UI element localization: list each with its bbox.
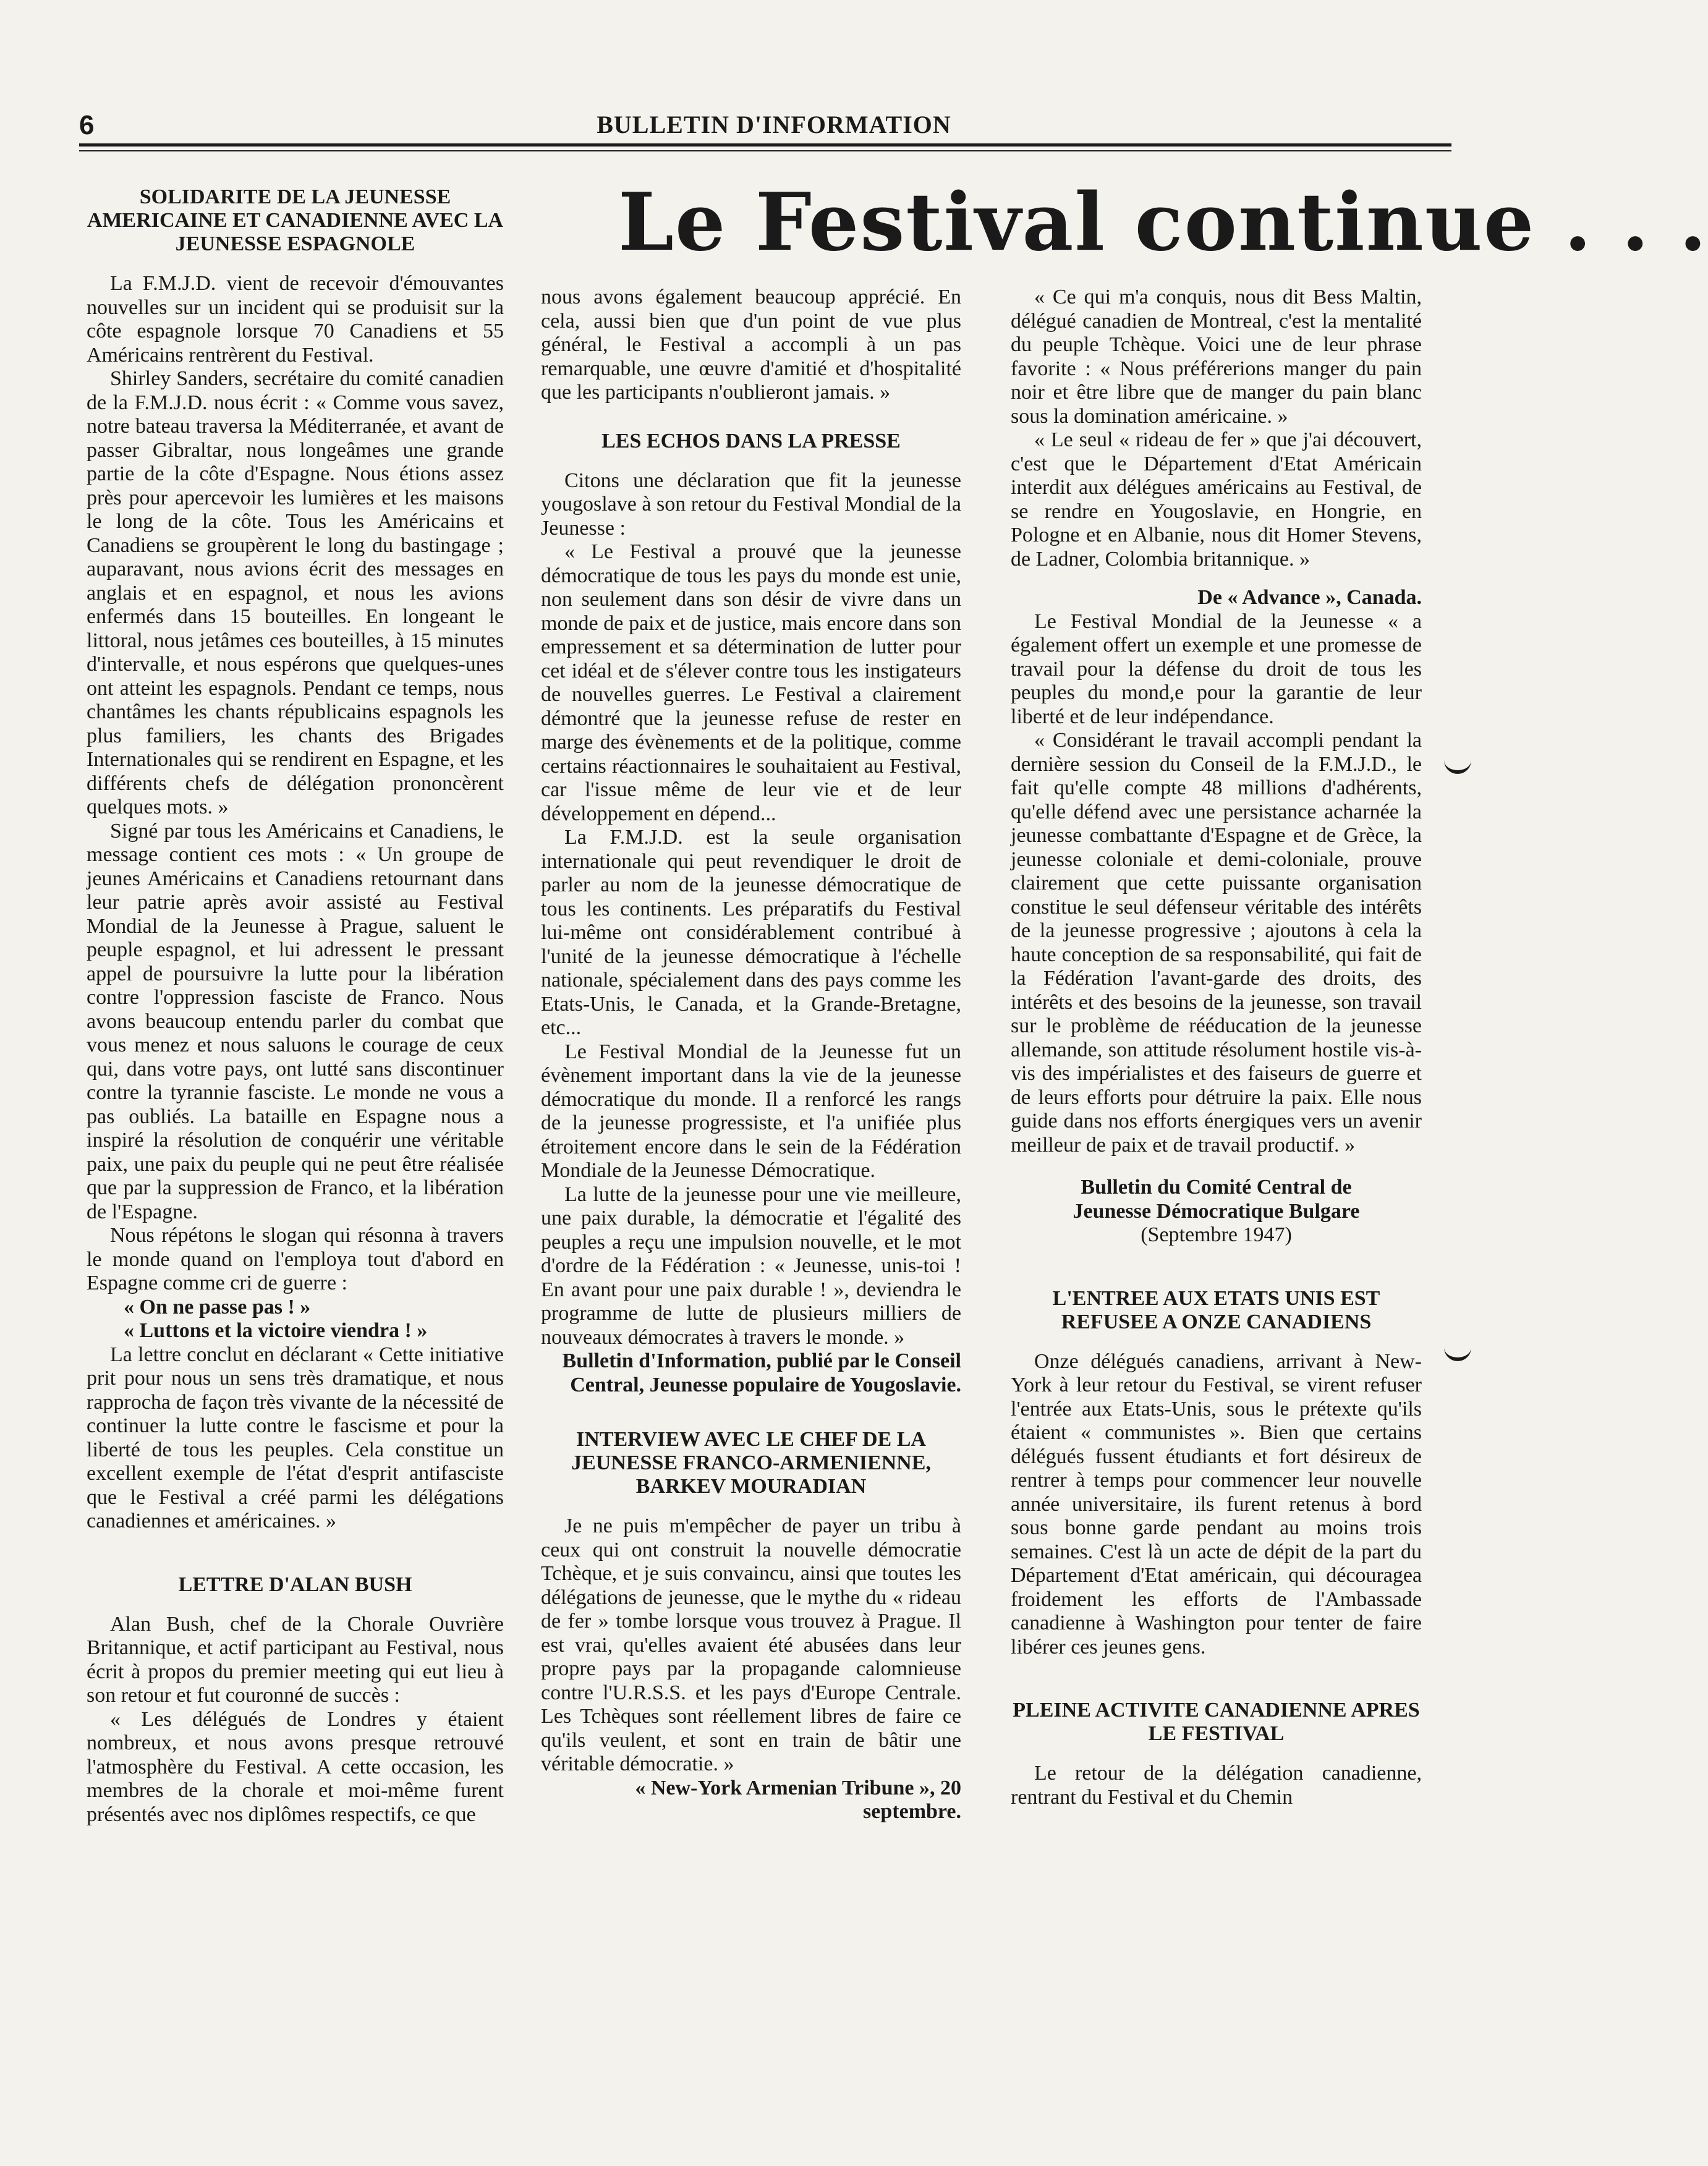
paragraph: La lettre conclut en déclarant « Cette initiative prit pour nous un sens très dramatique, et nous rapprocha de façon très vivante de la nécessité de continuer la lutte contre le fascisme et pour la liberté de tous les peuples. Cela constitue un excellent exemple de l'état d'esprit antifasciste que le Festival a créé parmi les délégations canadiennes et américaines. »: [87, 1343, 504, 1532]
section-title-activite: PLEINE ACTIVITE CANADIENNE APRES LE FESTIVAL: [1013, 1699, 1420, 1745]
paragraph: Le retour de la délégation canadienne, rentrant du Festival et du Chemin: [1011, 1762, 1422, 1809]
headline: Le Festival continue . . .: [618, 176, 1708, 269]
section-title-entree: L'ENTREE AUX ETATS UNIS EST REFUSEE A ONZE CANADIENS: [1052, 1286, 1380, 1333]
header-rule-thin: [79, 150, 1451, 151]
slogan: « Luttons et la victoire viendra ! »: [124, 1319, 428, 1342]
column-3: [1011, 286, 1422, 1809]
section-title-solidarite: SOLIDARITE DE LA JEUNESSE AMERICAINE ET CANADIENNE AVEC LA JEUNESSE ESPAGNOLE: [87, 185, 504, 255]
source-signature: Bulletin du Comité Central de: [1081, 1176, 1352, 1199]
paragraph: Signé par tous les Américains et Canadiens, le message contient ces mots : « Un groupe de jeunes Américains et Canadiens retournant dans leur patrie après avoir assisté au Festival Mondial de la Jeunesse à Prague, saluent le peuple espagnol, et lui adressent le pressant appel de poursuivre la lutte pour la libération contre l'oppression fasciste de Franco. Nous avons beaucoup entendu parler du combat que vous menez et nous saluons le courage de ceux qui, dans votre pays, ont lutté sans discontinuer contre la tyrannie fasciste. Le monde ne vous a pas oubliés. La bataille en Espagne nous a inspiré la résolution de conquérir une véritable paix, une paix du peuple qui ne peut être réalisée que par la suppression de Franco, et la libération de l'Espagne.: [87, 819, 504, 1223]
paragraph: « Les délégués de Londres y étaient nombreux, et nous avons presque retrouvé l'atmosphère du Festival. A cette occasion, les membres de la chorale et moi-même furent présentés avec nos diplômes respectifs, ce que: [87, 1707, 504, 1826]
source-signature: Bulletin d'Information, publié par le Conseil Central, Jeunesse populaire de Yougoslavie.: [562, 1349, 961, 1396]
paragraph: « Considérant le travail accompli pendant la dernière session du Conseil de la F.M.J.D., le fait qu'elle compte 48 millions d'adhérents, qu'elle défend avec une persistance acharnée la jeunesse combattante d'Espagne et de Grèce, la jeunesse coloniale et demi-coloniale, prouve clairement que cette puissante organisation constitue le seul défenseur véritable des intérêts de la jeunesse progressive ; ajoutons à cela la haute conception de sa responsabilité, qui fait de la Fédération l'avant-garde des droits, des intérêts et des besoins de la jeunesse, son travail sur le problème de rééducation de la jeunesse allemande, son attitude résolument hostile vis-à-vis des impérialistes et des faiseurs de guerre et de leurs efforts pour détruire la paix. Elle nous guide dans nos efforts énergiques vers un avenir meilleur de paix et de travail productif. »: [1011, 729, 1422, 1157]
header-rule: [79, 143, 1451, 147]
page-number: 6: [79, 110, 95, 140]
paragraph: Nous répétons le slogan qui résonna à travers le monde quand on l'employa tout d'abord en Espagne comme cri de guerre :: [87, 1224, 504, 1294]
source-signature: De « Advance », Canada.: [1197, 586, 1422, 609]
column-1: [87, 185, 504, 1827]
paragraph: La F.M.J.D. est la seule organisation internationale qui peut revendiquer le droit de parler au nom de la jeunesse démocratique de tous les continents. Les préparatifs du Festival lui-même ont considérablement contribué à l'unité de la jeunesse démocratique à l'échelle nationale, spécialement dans des pays comme les Etats-Unis, le Canada, et la Grande-Bretagne, etc...: [541, 826, 961, 1039]
paragraph: Citons une déclaration que fit la jeunesse yougoslave à son retour du Festival Mondial de la Jeunesse :: [541, 469, 961, 540]
paragraph: Onze délégués canadiens, arrivant à New-York à leur retour du Festival, se virent refuser l'entrée aux Etats-Unis, sous le prétexte qu'ils étaient « communistes ». Bien que certains délégués fussent étudiants et fort désireux de rentrer à temps pour commencer leur nouvelle année universitaire, ils furent retenus à bord sous bonne garde pendant au moins trois semaines. C'est là un acte de dépit de la part du Département d'Etat américain, qui découragea froidement les efforts de l'Ambassade canadienne à Washington pour tenter de faire libérer ces jeunes gens.: [1011, 1349, 1422, 1658]
source-signature: Jeunesse Démocratique Bulgare: [1073, 1199, 1360, 1223]
margin-mark: [1444, 1343, 1471, 1361]
paragraph: Je ne puis m'empêcher de payer un tribu à ceux qui ont construit la nouvelle démocratie Tchèque, et je suis convaincu, ainsi que toutes les délégations de jeunesse, que le mythe du « rideau de fer » tombe lorsque vous trouvez à Prague. Il est vrai, qu'elles avaient été abusées dans leur propre pays par la propagande calomnieuse contre l'U.R.S.S. et les pays d'Europe Centrale. Les Tchèques sont réellement libres de faire ce qu'ils veulent, et sont en train de bâtir une véritable démocratie. »: [541, 1514, 961, 1775]
column-2: [541, 286, 961, 1824]
source-date: (Septembre 1947): [1141, 1223, 1292, 1246]
paragraph: La lutte de la jeunesse pour une vie meilleure, une paix durable, la démocratie et l'égalité des peuples a reçu une impulsion nouvelle, et le mot d'ordre de la Fédération : « Jeunesse, unis-toi ! En avant pour une paix durable ! », deviendra le programme de lutte de plusieurs milliers de nouveaux démocrates à travers le monde. »: [541, 1183, 961, 1349]
margin-mark: [1444, 755, 1471, 774]
paragraph: nous avons également beaucoup apprécié. En cela, aussi bien que d'un point de vue plus général, le Festival a accompli à un pas remarquable, une œuvre d'amitié et d'hospitalité que les participants n'oublieront jamais. »: [541, 286, 961, 404]
paragraph: Shirley Sanders, secrétaire du comité canadien de la F.M.J.D. nous écrit : « Comme vous savez, notre bateau traversa la Méditerranée, et avant de passer Gibraltar, nous longeâmes une grande partie de la côte d'Espagne. Nous étions assez près pour apercevoir les lumières et les maisons le long de la côte. Tous les Américains et Canadiens se groupèrent le long du bastingage ; auparavant, nous avions écrit des messages en anglais et en espagnol, et nous les avions enfermés dans 15 bouteilles. En longeant le littoral, nous jetâmes ces bouteilles, à 15 minutes d'intervalle, et nous espérons que quelques-unes ont atteint les espagnols. Pendant ce temps, nous chantâmes les chants républicains espagnols les plus familiers, les chants des Brigades Internationales qui se rendirent en Espagne, et les différents chefs de délégation prononcèrent quelques mots. »: [87, 367, 504, 818]
section-title-interview: INTERVIEW AVEC LE CHEF DE LA JEUNESSE FRANCO-ARMENIENNE, BARKEV MOURADIAN: [571, 1428, 931, 1498]
paragraph: Alan Bush, chef de la Chorale Ouvrière Britannique, et actif participant au Festival, nous écrit à propos du premier meeting qui eut lieu à son retour et fut couronné de succès :: [87, 1612, 504, 1707]
section-title-alan-bush: LETTRE D'ALAN BUSH: [178, 1573, 412, 1596]
publication-title: BULLETIN D'INFORMATION: [597, 111, 951, 138]
paragraph: La F.M.J.D. vient de recevoir d'émouvantes nouvelles sur un incident qui se produisit sur la côte espagnole lorsque 70 Canadiens et 55 Américains rentrèrent du Festival.: [87, 272, 504, 367]
paragraph: « Le seul « rideau de fer » que j'ai découvert, c'est que le Département d'Etat Américain interdit aux délégues américains au Festival, de se rendre en Yougoslavie, en Hongrie, en Pologne et en Albanie, nous dit Homer Stevens, de Ladner, Colombia britannique. »: [1011, 428, 1422, 571]
paragraph: Le Festival Mondial de la Jeunesse fut un évènement important dans la vie de la jeunesse démocratique du monde. Il a renforcé les rangs de la jeunesse progressiste, et l'a unifiée plus étroitement encore dans le sein de la Fédération Mondiale de la Jeunesse Démocratique.: [541, 1040, 961, 1182]
slogan: « On ne passe pas ! »: [124, 1295, 311, 1319]
section-title-echos: LES ECHOS DANS LA PRESSE: [601, 429, 901, 452]
paragraph: « Le Festival a prouvé que la jeunesse démocratique de tous les pays du monde est unie, non seulement dans son désir de vivre dans un monde de paix et de justice, mais encore dans son empressement et sa détermination de lutter pour cet idéal et de s'élever contre tous les instigateurs de nouvelles guerres. Le Festival a clairement démontré que la jeunesse refuse de rester en marge des évènements et de la politique, comme certains réactionnaires le souhaitaient au Festival, car l'issue même de leur vie et de leur développement en dépend...: [541, 540, 961, 825]
source-signature: « New-York Armenian Tribune », 20 septembre.: [635, 1776, 961, 1823]
paragraph: « Ce qui m'a conquis, nous dit Bess Maltin, délégué canadien de Montreal, c'est la mentalité du peuple Tchèque. Voici une de leur phrase favorite : « Nous préférerions manger du pain noir et être libre que de manger du pain blanc sous la domination américaine. »: [1011, 286, 1422, 428]
paragraph: Le Festival Mondial de la Jeunesse « a également offert un exemple et une promesse de travail pour la défense du droit de tous les peuples du mond,e pour la garantie de leur liberté et de leur indépendance.: [1011, 609, 1422, 728]
